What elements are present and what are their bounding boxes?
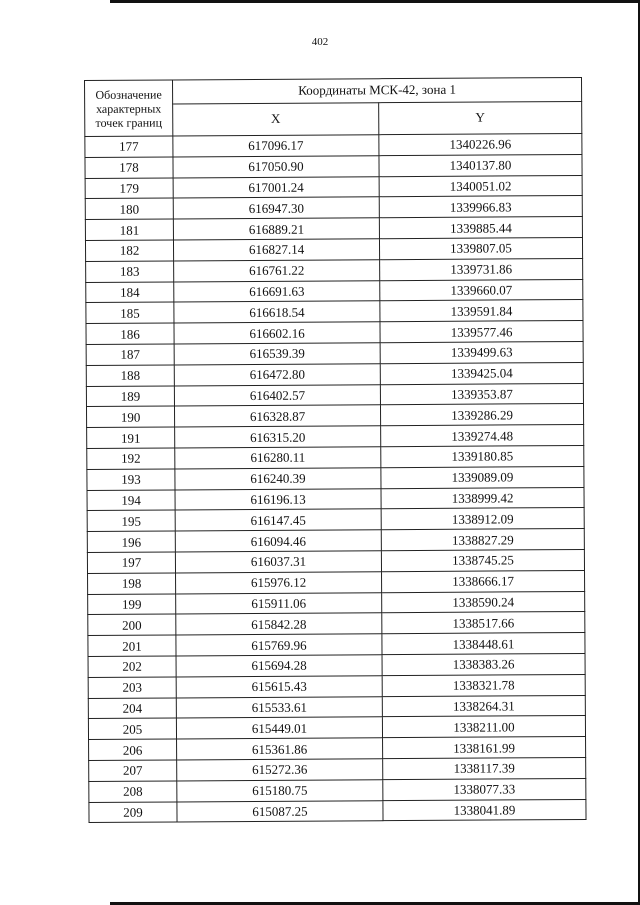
y-coordinate-cell: 1338321.78 (382, 674, 585, 696)
point-id-cell: 193 (87, 469, 175, 490)
y-coordinate-cell: 1338264.31 (382, 695, 585, 717)
table-row (86, 383, 583, 407)
x-coordinate-cell: 617096.17 (173, 135, 379, 157)
coordinates-table (84, 77, 587, 823)
y-coordinate-cell: 1338448.61 (382, 633, 585, 655)
point-id-cell: 208 (89, 781, 177, 802)
x-coordinate-cell: 616037.31 (175, 551, 381, 573)
point-id-cell: 185 (86, 302, 174, 323)
x-coordinate-cell: 616539.39 (174, 343, 380, 365)
table-row (86, 362, 583, 386)
y-coordinate-cell: 1338666.17 (382, 570, 585, 592)
y-coordinate-cell: 1339577.46 (380, 321, 583, 343)
point-id-cell: 204 (88, 697, 176, 718)
point-id-cell: 200 (88, 614, 176, 635)
table-row (88, 591, 585, 615)
y-coordinate-cell: 1339089.09 (381, 466, 584, 488)
y-coordinate-cell: 1338161.99 (383, 737, 586, 759)
table-row (89, 757, 586, 781)
table-row (88, 570, 585, 594)
point-id-cell: 188 (86, 365, 174, 386)
point-id-cell: 206 (89, 739, 177, 760)
page-number: 402 (311, 36, 329, 48)
table-row (86, 321, 583, 345)
point-id-cell: 181 (85, 219, 173, 240)
table-row (87, 529, 584, 553)
point-id-cell: 189 (86, 386, 174, 407)
point-id-cell: 177 (85, 136, 173, 157)
table-row (85, 196, 582, 220)
point-id-cell: 197 (87, 552, 175, 573)
point-id-cell: 201 (88, 635, 176, 656)
x-coordinate-cell: 615615.43 (176, 675, 382, 697)
x-coordinate-cell: 615180.75 (177, 779, 383, 801)
x-coordinate-cell: 616889.21 (173, 218, 379, 240)
y-coordinate-cell: 1339807.05 (379, 237, 582, 259)
point-id-cell: 179 (85, 178, 173, 199)
table-row (88, 695, 585, 719)
point-id-cell: 198 (88, 573, 176, 594)
y-coordinate-cell: 1339274.48 (381, 425, 584, 447)
x-coordinate-cell: 616691.63 (174, 280, 380, 302)
x-coordinate-cell: 617001.24 (173, 176, 379, 198)
table-row (86, 341, 583, 365)
table-row (85, 133, 582, 157)
x-coordinate-cell: 616094.46 (175, 530, 381, 552)
x-coordinate-cell: 616947.30 (173, 197, 379, 219)
point-id-cell: 205 (88, 718, 176, 739)
x-coordinate-cell: 615449.01 (176, 717, 382, 739)
x-coordinate-cell: 615976.12 (176, 571, 382, 593)
y-coordinate-cell: 1339966.83 (379, 196, 582, 218)
y-coordinate-cell: 1339180.85 (381, 445, 584, 467)
x-coordinate-cell: 617050.90 (173, 155, 379, 177)
y-coordinate-cell: 1338827.29 (381, 529, 584, 551)
point-id-cell: 182 (85, 240, 173, 261)
point-id-cell: 195 (87, 510, 175, 531)
point-id-cell: 209 (89, 801, 177, 822)
point-id-cell: 191 (87, 427, 175, 448)
x-coordinate-cell: 616196.13 (175, 488, 381, 510)
y-coordinate-cell: 1339286.29 (380, 404, 583, 426)
table-row (87, 487, 584, 511)
table-row (85, 175, 582, 199)
scan-edge-top (110, 0, 640, 3)
x-coordinate-cell: 616761.22 (174, 259, 380, 281)
y-coordinate-cell: 1339660.07 (380, 279, 583, 301)
point-id-cell: 183 (86, 261, 174, 282)
point-id-cell: 178 (85, 157, 173, 178)
point-id-cell: 192 (87, 448, 175, 469)
table-row (86, 300, 583, 324)
x-coordinate-cell: 616827.14 (173, 239, 379, 261)
x-coordinate-cell: 615533.61 (176, 696, 382, 718)
y-coordinate-cell: 1339731.86 (380, 258, 583, 280)
x-coordinate-cell: 616472.80 (174, 363, 380, 385)
x-coordinate-cell: 615769.96 (176, 634, 382, 656)
y-coordinate-cell: 1340137.80 (379, 154, 582, 176)
table-row (87, 549, 584, 573)
table-row (89, 737, 586, 761)
x-coordinate-cell: 616602.16 (174, 322, 380, 344)
table-row (86, 279, 583, 303)
table-row (88, 633, 585, 657)
table-row (89, 778, 586, 802)
y-coordinate-cell: 1339499.63 (380, 341, 583, 363)
x-coordinate-cell: 616240.39 (175, 467, 381, 489)
x-coordinate-cell: 615087.25 (177, 800, 383, 822)
y-coordinate-cell: 1338912.09 (381, 508, 584, 530)
point-id-cell: 196 (87, 531, 175, 552)
point-id-cell: 207 (89, 760, 177, 781)
x-coordinate-cell: 616315.20 (175, 426, 381, 448)
y-coordinate-cell: 1340226.96 (379, 133, 582, 155)
point-id-cell: 184 (86, 282, 174, 303)
y-coordinate-cell: 1338211.00 (382, 716, 585, 738)
x-coordinate-cell: 615361.86 (177, 738, 383, 760)
x-coordinate-cell: 616618.54 (174, 301, 380, 323)
x-coordinate-cell: 616328.87 (174, 405, 380, 427)
x-coordinate-cell: 615694.28 (176, 655, 382, 677)
y-coordinate-cell: 1339885.44 (379, 217, 582, 239)
table-row (86, 258, 583, 282)
table-row (87, 466, 584, 490)
table-row (85, 237, 582, 261)
point-id-cell: 203 (88, 677, 176, 698)
y-coordinate-cell: 1339425.04 (380, 362, 583, 384)
table-row (88, 612, 585, 636)
x-coordinate-cell: 616402.57 (174, 384, 380, 406)
y-coordinate-cell: 1338041.89 (383, 799, 586, 821)
table-row (85, 154, 582, 178)
header-coordinate-system: Координаты МСК-42, зона 1 (173, 77, 582, 103)
table-row (86, 404, 583, 428)
header-x: X (173, 103, 379, 136)
y-coordinate-cell: 1339591.84 (380, 300, 583, 322)
y-coordinate-cell: 1340051.02 (379, 175, 582, 197)
y-coordinate-cell: 1338999.42 (381, 487, 584, 509)
table-row (88, 674, 585, 698)
y-coordinate-cell: 1338117.39 (383, 757, 586, 779)
point-id-cell: 186 (86, 323, 174, 344)
point-id-cell: 202 (88, 656, 176, 677)
table-row (87, 445, 584, 469)
point-id-cell: 194 (87, 489, 175, 510)
point-id-cell: 190 (86, 406, 174, 427)
y-coordinate-cell: 1339353.87 (380, 383, 583, 405)
table-row (85, 217, 582, 241)
table-row (87, 425, 584, 449)
header-y: Y (379, 101, 582, 134)
header-point-designation: Обозначение характерных точек границ (85, 80, 173, 137)
table-row (88, 653, 585, 677)
point-id-cell: 187 (86, 344, 174, 365)
point-id-cell: 199 (88, 593, 176, 614)
y-coordinate-cell: 1338383.26 (382, 653, 585, 675)
y-coordinate-cell: 1338517.66 (382, 612, 585, 634)
y-coordinate-cell: 1338590.24 (382, 591, 585, 613)
table-row (87, 508, 584, 532)
y-coordinate-cell: 1338077.33 (383, 778, 586, 800)
table-body (85, 133, 586, 822)
x-coordinate-cell: 616147.45 (175, 509, 381, 531)
y-coordinate-cell: 1338745.25 (381, 549, 584, 571)
table-row (89, 799, 586, 823)
x-coordinate-cell: 615272.36 (177, 759, 383, 781)
x-coordinate-cell: 616280.11 (175, 447, 381, 469)
x-coordinate-cell: 615842.28 (176, 613, 382, 635)
table-row (88, 716, 585, 740)
x-coordinate-cell: 615911.06 (176, 592, 382, 614)
point-id-cell: 180 (85, 198, 173, 219)
